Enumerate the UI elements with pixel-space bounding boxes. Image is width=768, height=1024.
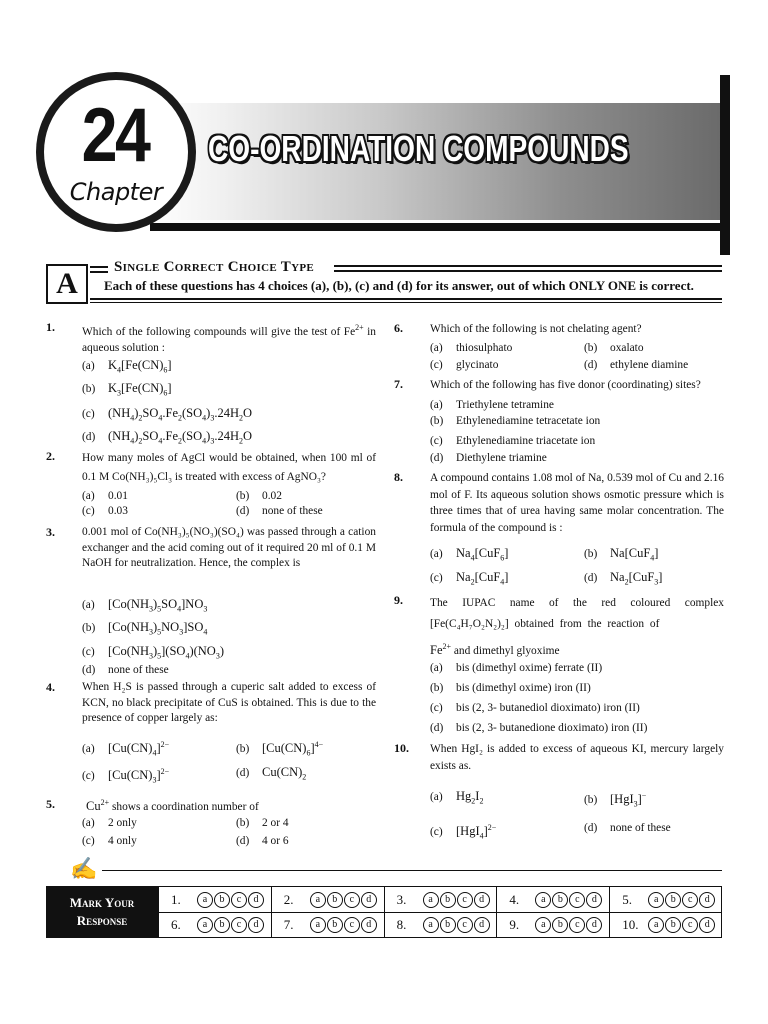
question-number: 5.	[46, 797, 55, 811]
option-a[interactable]: (a) 2 only	[82, 817, 137, 829]
answer-bubble-a[interactable]: a	[423, 892, 439, 908]
chapter-number: 24	[81, 93, 149, 178]
option-d[interactable]: (d) $Na_2[CuF_3]$	[584, 570, 663, 587]
answer-bubble-b[interactable]: b	[214, 917, 230, 933]
answer-bubble-a[interactable]: a	[310, 917, 326, 933]
answer-bubble-c[interactable]: c	[682, 892, 698, 908]
question-number: 9.	[394, 593, 403, 607]
question-text: Which of the following is not chelating agent?	[430, 323, 642, 335]
answer-bubble-c[interactable]: c	[231, 917, 247, 933]
option-c[interactable]: (c) Ethylenediamine triacetate ion	[430, 435, 596, 447]
option-b[interactable]: (b) Ethylenediamine tetracetate ion	[430, 415, 601, 427]
option-a[interactable]: (a) 0.01	[82, 490, 128, 502]
answer-bubble-d[interactable]: d	[699, 892, 715, 908]
answer-bubble-b[interactable]: b	[440, 917, 456, 933]
chapter-title: CO-ORDINATION COMPOUNDS	[208, 128, 629, 169]
answer-bubble-b[interactable]: b	[440, 892, 456, 908]
option-d[interactable]: (d) $(NH_4)_2SO_4.Fe_2(SO_4)_3.24H_2O$	[82, 429, 253, 446]
option-d[interactable]: (d) none of these	[236, 505, 323, 517]
footer-rule	[102, 870, 722, 871]
option-b[interactable]: (b) $K_3[Fe(CN)_6]$	[82, 381, 172, 398]
answer-bubble-d[interactable]: d	[361, 892, 377, 908]
response-cell	[271, 887, 384, 913]
response-cell	[384, 912, 497, 938]
option-d[interactable]: (d) $Cu(CN)_2$	[236, 765, 307, 782]
option-a[interactable]: (a) $[Co(NH_3)_5SO_4]NO_3$	[82, 597, 208, 614]
answer-bubble-a[interactable]: a	[535, 892, 551, 908]
question-text: When H₂S is passed through a cuperic salt added to excess of KCN, no black precipitate of CuS is obtained. This is due to the presence of copper largely as:	[82, 681, 376, 724]
answer-bubble-d[interactable]: d	[474, 917, 490, 933]
response-question-number: 9.	[509, 917, 520, 932]
mark-label-line1: Mark Your	[69, 895, 135, 910]
answer-bubble-a[interactable]: a	[648, 917, 664, 933]
option-b[interactable]: (b) $[Cu(CN)_6]^{4-}$	[236, 740, 324, 758]
option-d[interactable]: (d) none of these	[82, 664, 169, 676]
answer-bubble-d[interactable]: d	[586, 892, 602, 908]
answer-bubble-d[interactable]: d	[248, 892, 264, 908]
question-number: 2.	[46, 449, 55, 463]
question-number: 10.	[394, 741, 409, 755]
section-divider	[90, 298, 722, 300]
response-question-number: 4.	[509, 892, 520, 907]
answer-bubble-b[interactable]: b	[327, 892, 343, 908]
response-cell	[158, 912, 271, 938]
option-c[interactable]: (c) glycinato	[430, 359, 499, 371]
option-b[interactable]: (b) [HgI$_3$]−	[584, 791, 647, 809]
response-cell	[496, 912, 609, 938]
mark-your-response-label	[46, 886, 158, 938]
option-d[interactable]: (d) bis (2, 3- butanedione dioximato) iron (II)	[430, 722, 648, 734]
answer-bubble-d[interactable]: d	[248, 917, 264, 933]
option-a[interactable]: (a) $[Cu(CN)_4]^{2-}$	[82, 740, 170, 758]
question-text: How many moles of AgCl would be obtained, when 100 ml of 0.1 M Co(NH₃)₅Cl₃ is treated with excess of AgNO₃?	[82, 452, 376, 483]
section-letter: A	[46, 264, 88, 304]
option-a[interactable]: (a) thiosulphato	[430, 342, 513, 354]
response-grid	[158, 886, 722, 938]
answer-bubble-c[interactable]: c	[457, 892, 473, 908]
option-c[interactable]: (c) $[Cu(CN)_3]^{2-}$	[82, 767, 170, 785]
response-question-number: 1.	[171, 892, 181, 907]
answer-bubble-c[interactable]: c	[344, 892, 360, 908]
chapter-word: Chapter	[69, 178, 163, 206]
section-rule	[90, 271, 108, 273]
question-number: 4.	[46, 680, 55, 694]
section-instructions: Each of these questions has 4 choices (a), (b), (c) and (d) for its answer, out of which ONLY ONE is correct.	[104, 278, 694, 293]
mark-label-line2: Response	[76, 913, 128, 928]
answer-bubble-a[interactable]: a	[197, 892, 213, 908]
option-b[interactable]: (b) $[Co(NH_3)_5NO_3]SO_4$	[82, 620, 208, 637]
question-text: 0.001 mol of Co(NH₃)₅(NO₃)(SO₄) was passed through a cation exchanger and the acid coming out of it required 20 ml of 0.1 M NaOH for neutralization. Hence, the complex is	[82, 526, 376, 569]
response-question-number: 10.	[622, 917, 639, 932]
answer-bubble-b[interactable]: b	[552, 892, 568, 908]
option-d[interactable]: (d) none of these	[584, 822, 671, 834]
option-c[interactable]: (c) $Na_2[CuF_4]$	[430, 570, 509, 587]
answer-bubble-c[interactable]: c	[682, 917, 698, 933]
question-number: 1.	[46, 320, 55, 334]
section-rule	[334, 270, 722, 272]
option-b[interactable]: (b) 0.02	[236, 490, 282, 502]
section-rule	[90, 266, 108, 268]
question-number: 8.	[394, 470, 403, 484]
answer-bubble-c[interactable]: c	[569, 892, 585, 908]
response-cell	[384, 887, 497, 913]
question-number: 7.	[394, 377, 403, 391]
answer-bubble-a[interactable]: a	[310, 892, 326, 908]
response-question-number: 6.	[171, 917, 181, 932]
answer-bubble-b[interactable]: b	[665, 892, 681, 908]
response-cell	[609, 887, 722, 913]
response-question-number: 2.	[283, 892, 294, 907]
option-d[interactable]: (d) 4 or 6	[236, 835, 289, 847]
response-question-number: 8.	[396, 917, 407, 932]
response-cell	[496, 887, 609, 913]
answer-bubble-c[interactable]: c	[231, 892, 247, 908]
option-b[interactable]: (b) Na[CuF$_4$]	[584, 546, 659, 563]
option-c[interactable]: (c) $[Co(NH_3)_5](SO_4)(NO_3)$	[82, 644, 225, 661]
option-c[interactable]: (c) 4 only	[82, 835, 137, 847]
question-text: When HgI₂ is added to excess of aqueous KI, mercury largely exists as.	[430, 743, 724, 772]
answer-bubble-b[interactable]: b	[327, 917, 343, 933]
question-text: $Fe^{2+}$ and dimethyl glyoxime	[430, 642, 560, 657]
question-text: The IUPAC name of the red coloured complex [Fe(C₄H₇O₂N₂)₂] obtained from the reaction of	[430, 597, 724, 630]
response-question-number: 3.	[396, 892, 407, 907]
option-c[interactable]: (c) 0.03	[82, 505, 128, 517]
answer-bubble-a[interactable]: a	[535, 917, 551, 933]
option-d[interactable]: (d) ethylene diamine	[584, 359, 689, 371]
option-a[interactable]: (a) $K_4[Fe(CN)_6]$	[82, 358, 172, 375]
section-title: Single Correct Choice Type	[114, 259, 314, 275]
response-question-number: 7.	[283, 917, 294, 932]
question-number: 3.	[46, 525, 55, 539]
answer-bubble-b[interactable]: b	[214, 892, 230, 908]
answer-bubble-a[interactable]: a	[423, 917, 439, 933]
question-text: A compound contains 1.08 mol of Na, 0.539 mol of Cu and 2.16 mol of F. Its aqueous solution shows osmotic pressure which is three times that of urea having same molar concentration. The formula of the compound is :	[430, 472, 724, 534]
answer-bubble-d[interactable]: d	[361, 917, 377, 933]
option-c[interactable]: (c) $[HgI_4]^{2-}$	[430, 823, 497, 841]
pen-icon: ✍	[70, 856, 98, 881]
option-a[interactable]: (a) $Na_4[CuF_6]$	[430, 546, 509, 563]
option-b[interactable]: (b) 2 or 4	[236, 817, 289, 829]
section-rule	[334, 265, 722, 267]
answer-bubble-a[interactable]: a	[648, 892, 664, 908]
answer-bubble-d[interactable]: d	[474, 892, 490, 908]
answer-bubble-c[interactable]: c	[569, 917, 585, 933]
answer-bubble-a[interactable]: a	[197, 917, 213, 933]
response-cell	[271, 912, 384, 938]
question-text: Which of the following compounds will give the test of $Fe^{2+}$ in aqueous solution :	[82, 323, 376, 354]
response-question-number: 5.	[622, 892, 632, 907]
option-a[interactable]: (a) bis (dimethyl oxime) ferrate (II)	[430, 662, 603, 674]
question-text: Which of the following has five donor (coordinating) sites?	[430, 379, 701, 391]
option-b[interactable]: (b) oxalato	[584, 342, 644, 354]
answer-bubble-c[interactable]: c	[344, 917, 360, 933]
header-bar-horizontal	[150, 223, 730, 231]
answer-bubble-b[interactable]: b	[552, 917, 568, 933]
option-a[interactable]: (a) Triethylene tetramine	[430, 399, 554, 411]
answer-bubble-d[interactable]: d	[699, 917, 715, 933]
question-text: $Cu^{2+}$ shows a coordination number of	[86, 798, 259, 813]
section-divider	[90, 302, 722, 303]
option-c[interactable]: (c) $(NH_4)_2SO_4.Fe_2(SO_4)_3.24H_2O$	[82, 406, 253, 423]
question-number: 6.	[394, 321, 403, 335]
answer-bubble-c[interactable]: c	[457, 917, 473, 933]
option-c[interactable]: (c) bis (2, 3- butanediol dioximato) iron (II)	[430, 702, 640, 714]
option-a[interactable]: (a) $Hg_2I_2$	[430, 789, 484, 806]
answer-bubble-b[interactable]: b	[665, 917, 681, 933]
response-cell	[158, 887, 271, 913]
response-cell	[609, 912, 722, 938]
option-d[interactable]: (d) Diethylene triamine	[430, 452, 547, 464]
answer-bubble-d[interactable]: d	[586, 917, 602, 933]
option-b[interactable]: (b) bis (dimethyl oxime) iron (II)	[430, 682, 591, 694]
